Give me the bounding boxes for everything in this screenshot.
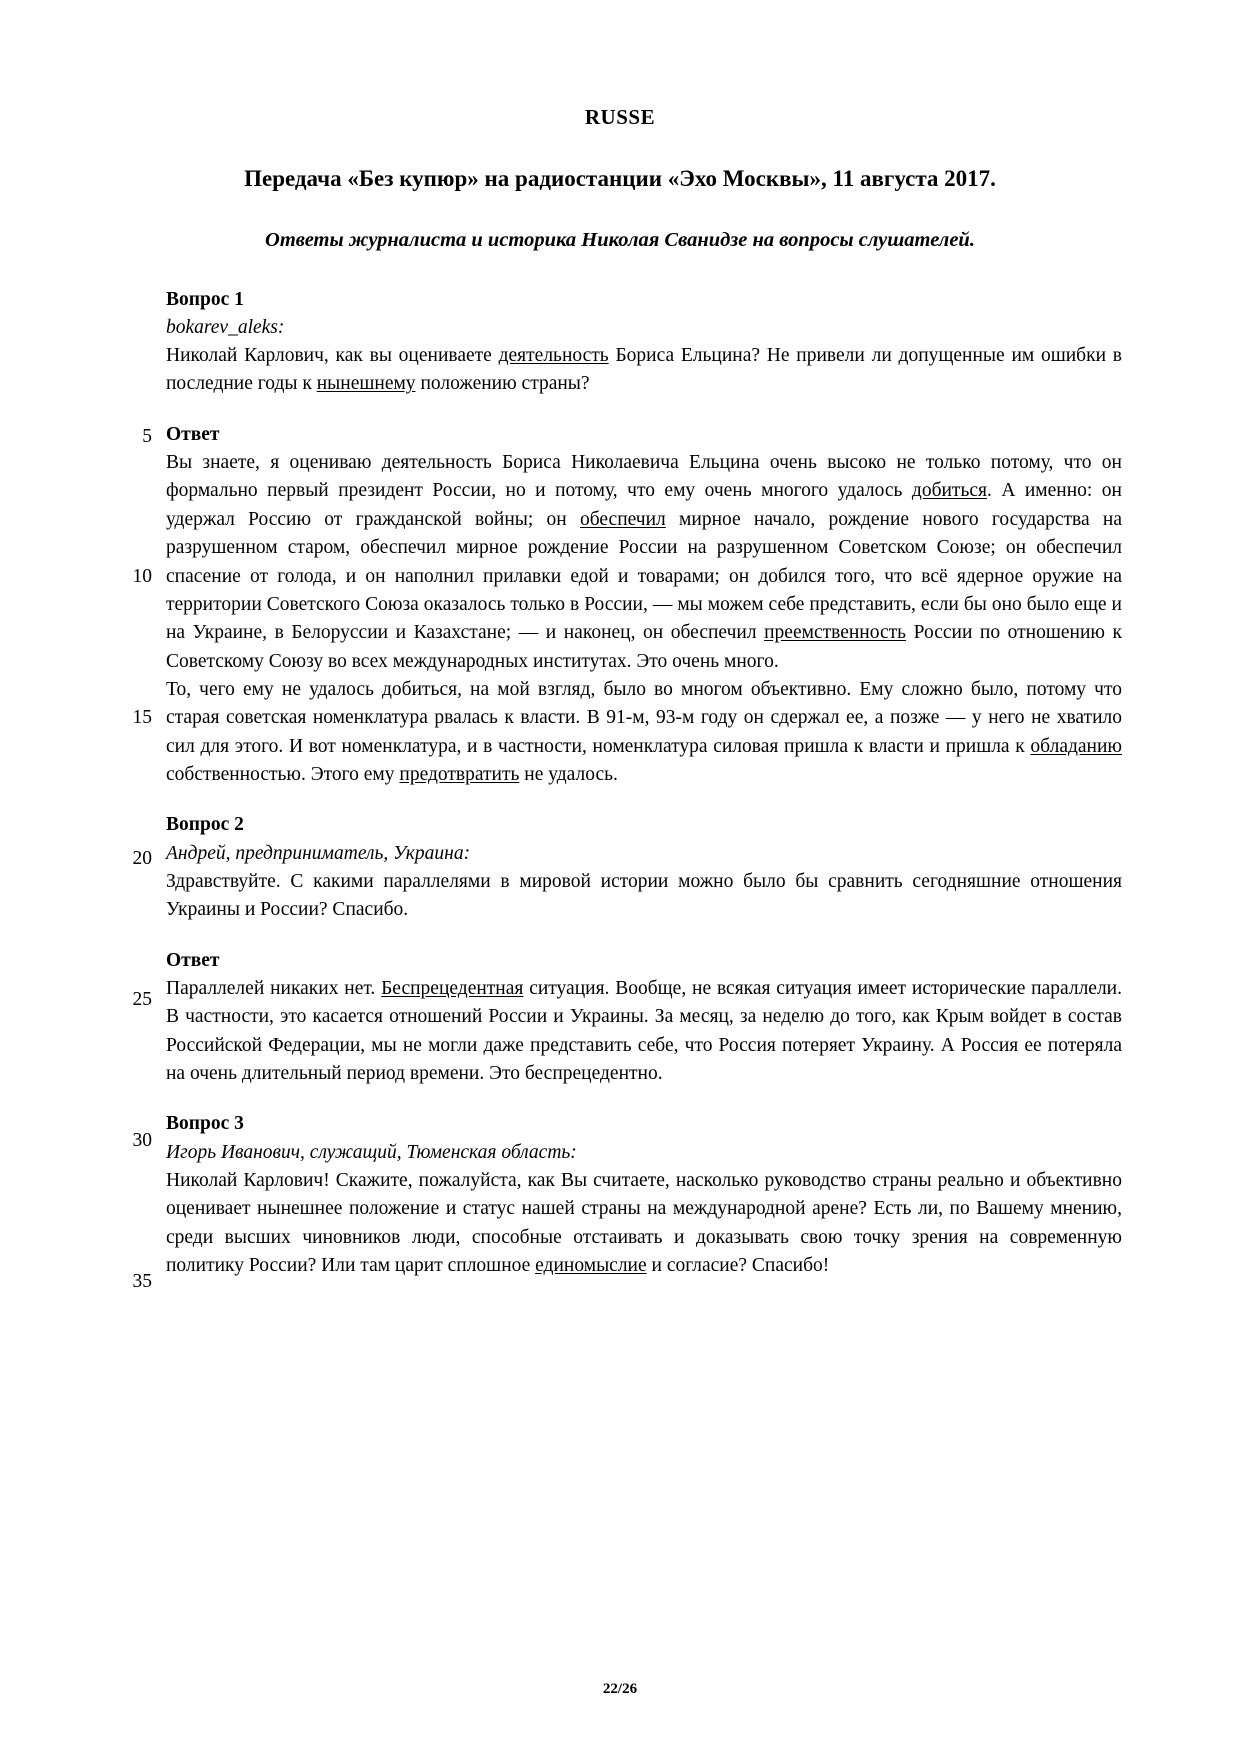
page-footer: 22/26 [602,1681,638,1697]
question-1-text-part1: Николай Карлович, как вы оцениваете [166,345,499,367]
answer-2-part2: ситуация. Вообще, не всякая ситуация имеет исторические параллели. В частности, это касается отношений России и Украины. За месяц, за неделю до того, как Крым войдет в состав Российской Федерации, мы не могли даже представить себе, что Россия потеряет Украину. А Россия ее потеряла на очень длительный период времени. Это беспрецедентно. [166,977,1122,1084]
line-number-35: 35 [132,1270,152,1292]
question-1-text-part3: положению страны? [415,373,590,395]
answer-1-p2-part1: То, чего ему не удалось добиться, на мой взгляд, было во многом объективно. Ему сложно было, потому что старая советская номенклатура рвалась к власти. В 91-м, 93-м году он сдержал ее, а позже — у него не хватило сил для этого. И вот номенклатура, и в частности, номенклатура силовая пришла к власти и пришла к [166,678,1122,757]
answer-1-underline-5: предотвратить [399,764,520,786]
question-1-asker: bokarev_aleks: [166,316,285,338]
answer-1-underline-4: обладанию [1030,735,1122,757]
answer-1-paragraph-1 [166,449,1122,676]
question-1-underline-2: нынешнему [316,373,416,395]
page-lead: Ответы журналиста и историка Николая Сванидзе на вопросы слушателей. [265,228,975,251]
answer-1-p1-part2: . А именно: он удержал Россию от гражданской войны; он [166,480,1122,530]
answer-1-heading: Ответ [166,423,220,445]
question-2-asker: Андрей, предприниматель, Украина: [166,842,471,864]
question-1-heading: Вопрос 1 [166,288,244,310]
question-3-asker: Игорь Иванович, служащий, Тюменская область: [166,1141,577,1163]
question-3-part2: и согласие? Спасибо! [646,1254,830,1276]
question-3-heading: Вопрос 3 [166,1113,244,1135]
answer-1-p1-part4: России по отношению к Советскому Союзу во всех международных институтах. Это очень много. [166,622,1123,672]
answer-1-underline-2: обеспечил [579,508,666,530]
document-body [118,286,1123,1292]
answer-1-p2-part3: не удалось. [519,764,618,786]
line-number-15: 15 [132,706,152,728]
answer-1-paragraph-2 [166,676,1122,789]
answer-1-p1-part1: Вы знаете, я оцениваю деятельность Бориса Николаевича Ельцина очень высоко не только потому, что он формально первый президент России, но и потому, что ему очень многого удалось [166,452,1122,502]
line-number-25: 25 [132,988,152,1010]
question-3-text [166,1167,1122,1280]
line-number-20: 20 [132,847,152,869]
answer-1-underline-1: добиться [911,480,987,502]
question-2-heading: Вопрос 2 [166,814,244,836]
line-number-30: 30 [132,1129,152,1151]
question-1-text-part2: Бориса Ельцина? Не привели ли допущенные им ошибки в последние годы к [166,345,1122,395]
answer-2-part1: Параллелей никаких нет. [166,977,382,999]
question-2-text: Здравствуйте. С какими параллелями в мировой истории можно было бы сравнить сегодняшние отношения Украины и России? Спасибо. [166,870,1122,921]
answer-1-underline-3: преемственность [764,622,907,644]
line-number-10: 10 [132,565,152,587]
answer-1-p2-part2: собственностью. Этого ему [166,764,400,786]
page-title: Передача «Без купюр» на радиостанции «Эхо Москвы», 11 августа 2017. [244,166,996,191]
question-3-part1: Николай Карлович! Скажите, пожалуйста, как Вы считаете, насколько руководство страны реально и объективно оценивает нынешнее положение и статус нашей страны на международной арене? Есть ли, по Вашему мнению, среди высших чиновников люди, способные отстаивать и доказывать свою точку зрения на современную политику России? Или там царит сплошное [166,1169,1122,1276]
question-1-underline-1: деятельность [498,345,609,367]
answer-2-paragraph [166,975,1122,1088]
line-number-5: 5 [142,425,152,447]
answer-2-underline-1: Беспрецедентная [381,977,524,999]
answer-2-heading: Ответ [166,949,220,971]
question-3-underline-1: единомыслие [535,1254,647,1276]
page-header-title: RUSSE [584,105,656,129]
answer-1-p1-part3: мирное начало, рождение нового государства на разрушенном старом, обеспечил мирное рождение России на разрушенном Советском Союзе; он обеспечил спасение от голода, и он наполнил прилавки едой и товарами; он добился того, что всё ядерное оружие на территории Советского Союза оказалось только в России, — мы можем себе представить, если бы оно было еще и на Украине, в Белоруссии и Казахстане; — и наконец, он обеспечил [166,508,1122,644]
question-1-text [166,342,1122,399]
